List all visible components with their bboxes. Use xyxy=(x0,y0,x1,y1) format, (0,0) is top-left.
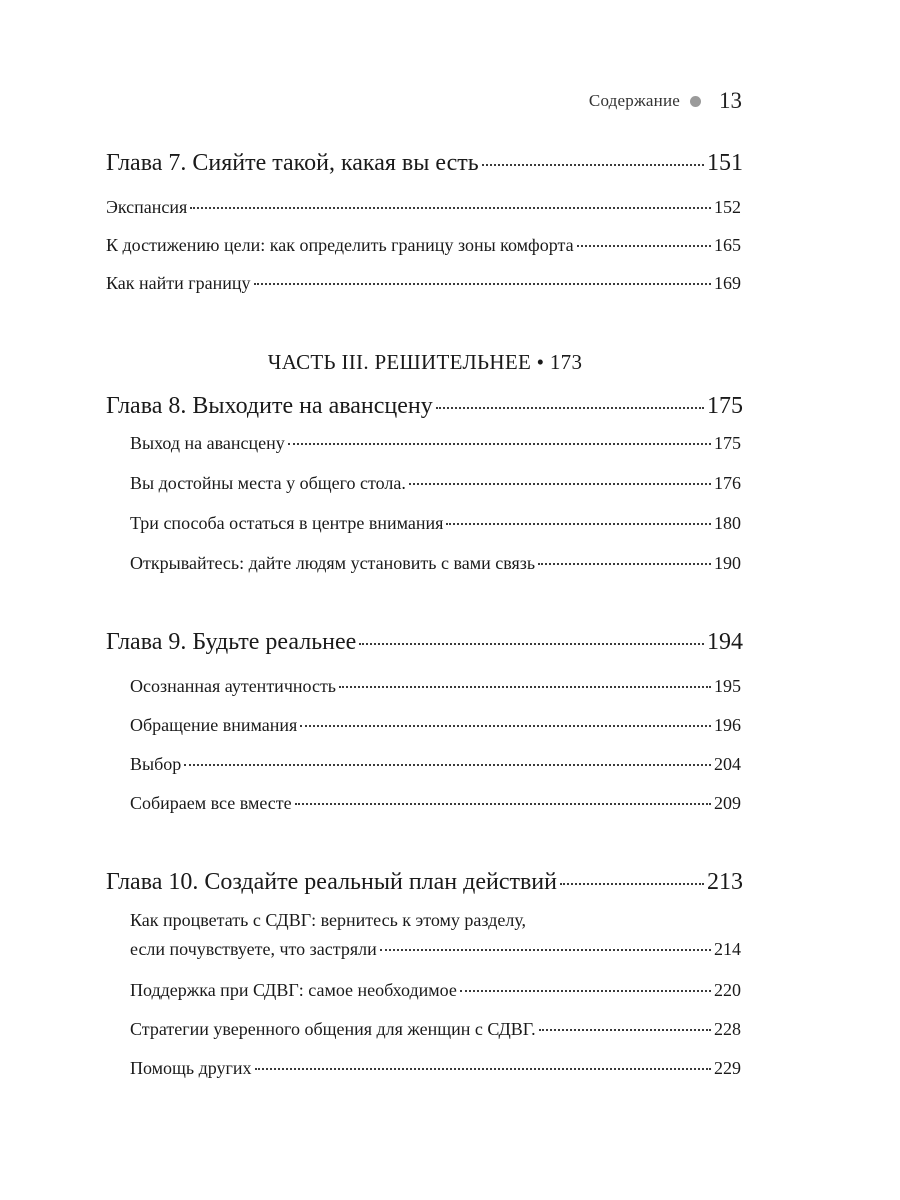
dot-leader xyxy=(482,164,704,166)
page-number: 13 xyxy=(719,88,742,113)
part-heading: ЧАСТЬ III. РЕШИТЕЛЬНЕЕ • 173 xyxy=(267,350,583,374)
dot-leader xyxy=(359,643,704,645)
toc-section[interactable] xyxy=(106,273,741,294)
dot-leader xyxy=(538,563,711,565)
section-title: Поддержка при СДВГ: самое необходимое xyxy=(130,980,457,1000)
section-page: 152 xyxy=(714,197,741,217)
bullet-icon xyxy=(690,96,701,107)
dot-leader xyxy=(288,443,711,445)
dot-leader xyxy=(409,483,711,485)
toc-chapter-10[interactable] xyxy=(106,869,743,896)
section-title: Выбор xyxy=(130,754,182,774)
section-title: Обращение внимания xyxy=(130,715,298,735)
dot-leader xyxy=(254,283,711,285)
chapter-page: 194 xyxy=(707,629,743,655)
section-page: 175 xyxy=(714,433,741,453)
chapter-title: Глава 10. Создайте реальный план действий xyxy=(106,869,557,895)
chapter-title: Глава 8. Выходите на авансцену xyxy=(106,393,433,419)
toc-chapter-8[interactable] xyxy=(106,393,743,420)
section-page: 165 xyxy=(714,235,741,255)
dot-leader xyxy=(300,725,711,727)
section-page: 169 xyxy=(714,273,741,293)
section-title: Открывайтесь: дайте людям установить с вами связь xyxy=(130,553,536,573)
section-page: 204 xyxy=(714,754,741,774)
dot-leader xyxy=(190,207,711,209)
chapter-title: Глава 7. Сияйте такой, какая вы есть xyxy=(106,150,479,176)
section-title: Стратегии уверенного общения для женщин с СДВГ. xyxy=(130,1019,536,1039)
dot-leader xyxy=(436,407,704,409)
section-title-line1: Как процветать с СДВГ: вернитесь к этому разделу, xyxy=(130,910,527,930)
toc-section[interactable] xyxy=(130,939,741,960)
section-title: Как найти границу xyxy=(106,273,251,293)
toc-section[interactable] xyxy=(130,473,741,494)
section-title: К достижению цели: как определить границу зоны комфорта xyxy=(106,235,574,255)
toc-section[interactable] xyxy=(130,676,741,697)
section-title: если почувствуете, что застряли xyxy=(130,939,377,959)
section-page: 209 xyxy=(714,793,741,813)
chapter-page: 213 xyxy=(707,869,743,895)
toc-section[interactable] xyxy=(106,197,741,218)
section-title: Экспансия xyxy=(106,197,188,217)
toc-section[interactable] xyxy=(130,1019,741,1040)
section-title: Выход на авансцену xyxy=(130,433,285,453)
section-title: Осознанная аутентичность xyxy=(130,676,337,696)
section-page: 196 xyxy=(714,715,741,735)
section-title: Собираем все вместе xyxy=(130,793,292,813)
section-title: Помощь других xyxy=(130,1058,252,1078)
section-page: 214 xyxy=(714,939,741,959)
toc-section[interactable] xyxy=(106,235,741,256)
section-page: 220 xyxy=(714,980,741,1000)
dot-leader xyxy=(295,803,711,805)
toc-chapter-9[interactable] xyxy=(106,629,743,656)
toc-section[interactable] xyxy=(130,513,741,534)
toc-section[interactable] xyxy=(130,980,741,1001)
section-page: 229 xyxy=(714,1058,741,1078)
dot-leader xyxy=(339,686,711,688)
section-page: 228 xyxy=(714,1019,741,1039)
dot-leader xyxy=(255,1068,711,1070)
toc-chapter-7[interactable] xyxy=(106,150,743,177)
dot-leader xyxy=(446,523,711,525)
toc-section[interactable] xyxy=(130,715,741,736)
dot-leader xyxy=(577,245,711,247)
toc-section[interactable] xyxy=(130,553,741,574)
section-page: 176 xyxy=(714,473,741,493)
chapter-page: 175 xyxy=(707,393,743,419)
chapter-page: 151 xyxy=(707,150,743,176)
running-head xyxy=(589,88,742,114)
toc-section[interactable] xyxy=(130,793,741,814)
section-page: 195 xyxy=(714,676,741,696)
dot-leader xyxy=(560,883,704,885)
dot-leader xyxy=(460,990,711,992)
running-head-title: Содержание xyxy=(588,91,680,110)
section-page: 180 xyxy=(714,513,741,533)
section-title: Вы достойны места у общего стола. xyxy=(130,473,406,493)
dot-leader xyxy=(184,764,711,766)
chapter-title: Глава 9. Будьте реальнее xyxy=(106,629,357,655)
toc-section[interactable] xyxy=(130,1058,741,1079)
toc-section[interactable] xyxy=(130,754,741,775)
dot-leader xyxy=(380,949,711,951)
section-page: 190 xyxy=(714,553,741,573)
toc-section[interactable] xyxy=(130,433,741,454)
dot-leader xyxy=(539,1029,711,1031)
section-title: Три способа остаться в центре внимания xyxy=(130,513,444,533)
